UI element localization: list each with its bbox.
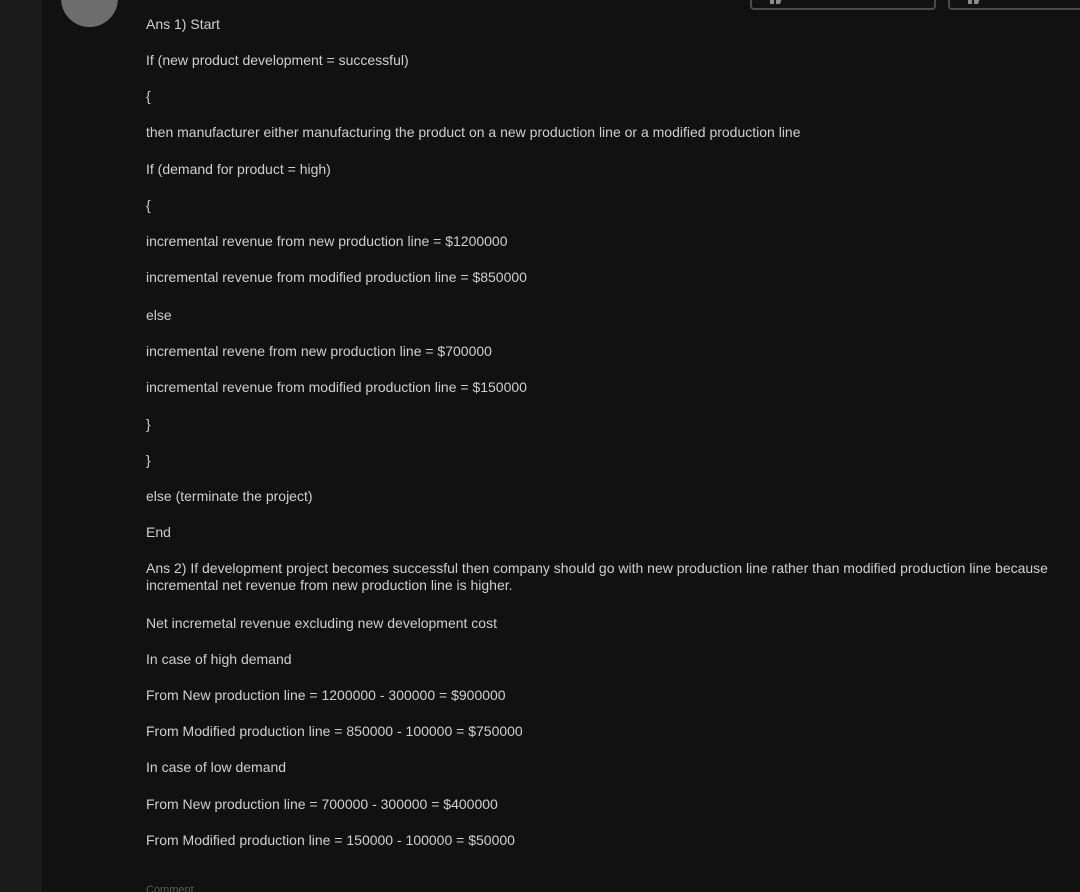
answer-line: If (demand for product = high) [146, 161, 331, 177]
answer-line: } [146, 416, 151, 432]
answer-line: then manufacturer either manufacturing the product on a new production line or a modified production line [146, 124, 801, 140]
answer-line: { [146, 88, 151, 104]
answer-line: In case of high demand [146, 651, 292, 667]
left-sidebar [0, 0, 42, 892]
answer-line: From New production line = 1200000 - 300000 = $900000 [146, 687, 506, 703]
thumbs-up-icon [769, 0, 783, 4]
answer-line: In case of low demand [146, 759, 287, 775]
thumbs-up-button[interactable] [750, 0, 936, 10]
thumbs-down-icon [967, 0, 981, 4]
answer-line: else [146, 307, 172, 323]
comment-link[interactable]: Comment [146, 884, 194, 892]
answer-line: incremental revene from new production line = $700000 [146, 343, 492, 359]
answer-line: Ans 2) If development project becomes successful then company should go with new production line rather than modified production line because incremental net revenue from new production line is higher. [146, 560, 1048, 593]
answer-line: else (terminate the project) [146, 488, 313, 504]
answer-line: From Modified production line = 150000 - 100000 = $50000 [146, 832, 515, 848]
answer-line: incremental revenue from new production line = $1200000 [146, 233, 508, 249]
answer-line: { [146, 197, 151, 213]
answer-line: End [146, 524, 171, 540]
answer-line: incremental revenue from modified production line = $850000 [146, 269, 527, 285]
answer-line: incremental revenue from modified production line = $150000 [146, 379, 527, 395]
answer-line: } [146, 452, 151, 468]
answer-line: From New production line = 700000 - 300000 = $400000 [146, 796, 498, 812]
thumbs-down-button[interactable] [948, 0, 1080, 10]
answer-line: If (new product development = successful) [146, 52, 409, 68]
answer-line: Net incremetal revenue excluding new development cost [146, 615, 497, 631]
answer-line: Ans 1) Start [146, 16, 220, 32]
answer-line: From Modified production line = 850000 - 100000 = $750000 [146, 723, 523, 739]
